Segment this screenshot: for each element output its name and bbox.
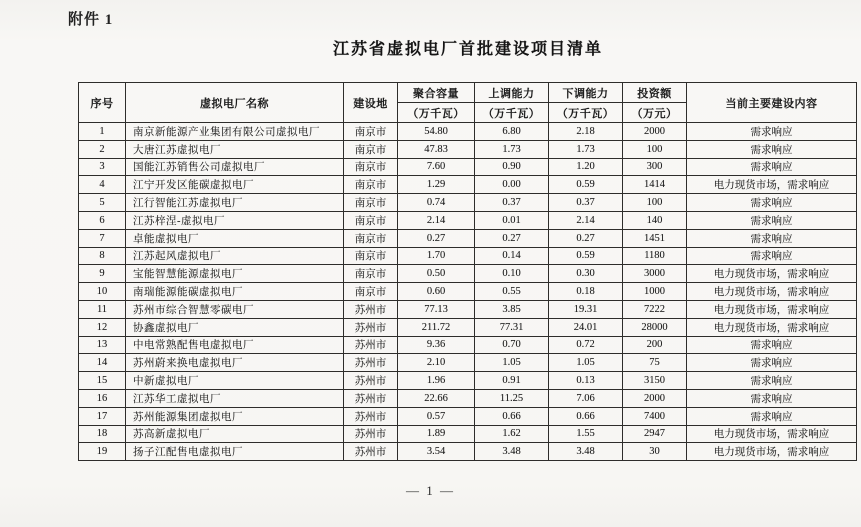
table-row xyxy=(79,300,857,318)
plant-name: 苏州能源集团虚拟电厂 xyxy=(126,407,344,425)
down-capability-value: 0.59 xyxy=(549,176,623,194)
capacity-value: 1.96 xyxy=(398,372,475,390)
up-capability-value: 11.25 xyxy=(475,389,549,407)
location: 苏州市 xyxy=(344,318,398,336)
col-header-down-capability: 下调能力 xyxy=(549,83,623,103)
down-capability-value: 19.31 xyxy=(549,300,623,318)
construction-content: 需求响应 xyxy=(687,140,857,158)
table-row xyxy=(79,336,857,354)
construction-content: 需求响应 xyxy=(687,407,857,425)
location: 南京市 xyxy=(344,194,398,212)
capacity-value: 1.89 xyxy=(398,425,475,443)
row-index: 15 xyxy=(79,372,126,390)
capacity-value: 211.72 xyxy=(398,318,475,336)
plant-name: 江苏梓涅-虚拟电厂 xyxy=(126,211,344,229)
up-capability-value: 0.10 xyxy=(475,265,549,283)
up-capability-value: 0.01 xyxy=(475,211,549,229)
down-capability-value: 0.66 xyxy=(549,407,623,425)
construction-content: 需求响应 xyxy=(687,247,857,265)
col-unit-up-capability: （万千瓦） xyxy=(475,103,549,123)
table-row xyxy=(79,229,857,247)
row-index: 11 xyxy=(79,300,126,318)
down-capability-value: 0.37 xyxy=(549,194,623,212)
row-index: 4 xyxy=(79,176,126,194)
construction-content: 需求响应 xyxy=(687,336,857,354)
up-capability-value: 3.85 xyxy=(475,300,549,318)
plant-name: 江宁开发区能碳虚拟电厂 xyxy=(126,176,344,194)
col-unit-capacity: （万千瓦） xyxy=(398,103,475,123)
location: 苏州市 xyxy=(344,407,398,425)
table-row xyxy=(79,372,857,390)
investment-value: 28000 xyxy=(623,318,687,336)
plant-name: 南瑞能源能碳虚拟电厂 xyxy=(126,283,344,301)
down-capability-value: 1.73 xyxy=(549,140,623,158)
up-capability-value: 6.80 xyxy=(475,123,549,141)
table-row xyxy=(79,211,857,229)
up-capability-value: 0.37 xyxy=(475,194,549,212)
location: 南京市 xyxy=(344,123,398,141)
construction-content: 电力现货市场，需求响应 xyxy=(687,425,857,443)
row-index: 17 xyxy=(79,407,126,425)
plant-name: 卓能虚拟电厂 xyxy=(126,229,344,247)
up-capability-value: 0.00 xyxy=(475,176,549,194)
location: 南京市 xyxy=(344,229,398,247)
down-capability-value: 1.05 xyxy=(549,354,623,372)
capacity-value: 2.14 xyxy=(398,211,475,229)
row-index: 10 xyxy=(79,283,126,301)
investment-value: 75 xyxy=(623,354,687,372)
up-capability-value: 0.90 xyxy=(475,158,549,176)
construction-content: 电力现货市场，需求响应 xyxy=(687,443,857,461)
down-capability-value: 1.20 xyxy=(549,158,623,176)
table-row xyxy=(79,158,857,176)
location: 苏州市 xyxy=(344,372,398,390)
capacity-value: 54.80 xyxy=(398,123,475,141)
down-capability-value: 3.48 xyxy=(549,443,623,461)
construction-content: 需求响应 xyxy=(687,229,857,247)
plant-name: 协鑫虚拟电厂 xyxy=(126,318,344,336)
capacity-value: 1.70 xyxy=(398,247,475,265)
construction-content: 电力现货市场，需求响应 xyxy=(687,176,857,194)
location: 南京市 xyxy=(344,158,398,176)
row-index: 9 xyxy=(79,265,126,283)
investment-value: 100 xyxy=(623,194,687,212)
capacity-value: 22.66 xyxy=(398,389,475,407)
plant-name: 苏高新虚拟电厂 xyxy=(126,425,344,443)
investment-value: 1451 xyxy=(623,229,687,247)
plant-name: 江苏华工虚拟电厂 xyxy=(126,389,344,407)
capacity-value: 0.57 xyxy=(398,407,475,425)
col-unit-down-capability: （万千瓦） xyxy=(549,103,623,123)
capacity-value: 0.27 xyxy=(398,229,475,247)
up-capability-value: 1.73 xyxy=(475,140,549,158)
plant-name: 大唐江苏虚拟电厂 xyxy=(126,140,344,158)
col-unit-investment: （万元） xyxy=(623,103,687,123)
down-capability-value: 7.06 xyxy=(549,389,623,407)
investment-value: 140 xyxy=(623,211,687,229)
location: 南京市 xyxy=(344,176,398,194)
down-capability-value: 0.30 xyxy=(549,265,623,283)
investment-value: 300 xyxy=(623,158,687,176)
table-row xyxy=(79,123,857,141)
plant-name: 苏州蔚来换电虚拟电厂 xyxy=(126,354,344,372)
investment-value: 7222 xyxy=(623,300,687,318)
col-header-capacity: 聚合容量 xyxy=(398,83,475,103)
row-index: 1 xyxy=(79,123,126,141)
up-capability-value: 77.31 xyxy=(475,318,549,336)
capacity-value: 2.10 xyxy=(398,354,475,372)
location: 南京市 xyxy=(344,211,398,229)
location: 苏州市 xyxy=(344,354,398,372)
col-header-index: 序号 xyxy=(79,83,126,123)
project-table xyxy=(78,82,857,461)
capacity-value: 77.13 xyxy=(398,300,475,318)
investment-value: 2000 xyxy=(623,389,687,407)
investment-value: 7400 xyxy=(623,407,687,425)
up-capability-value: 1.05 xyxy=(475,354,549,372)
down-capability-value: 0.72 xyxy=(549,336,623,354)
up-capability-value: 3.48 xyxy=(475,443,549,461)
col-header-up-capability: 上调能力 xyxy=(475,83,549,103)
col-header-content: 当前主要建设内容 xyxy=(687,83,857,123)
row-index: 12 xyxy=(79,318,126,336)
plant-name: 宝能智慧能源虚拟电厂 xyxy=(126,265,344,283)
up-capability-value: 0.66 xyxy=(475,407,549,425)
construction-content: 需求响应 xyxy=(687,389,857,407)
table-row xyxy=(79,318,857,336)
header-row-top xyxy=(79,83,857,103)
plant-name: 南京新能源产业集团有限公司虚拟电厂 xyxy=(126,123,344,141)
location: 苏州市 xyxy=(344,425,398,443)
construction-content: 需求响应 xyxy=(687,194,857,212)
table-row xyxy=(79,443,857,461)
construction-content: 需求响应 xyxy=(687,211,857,229)
construction-content: 电力现货市场，需求响应 xyxy=(687,300,857,318)
row-index: 3 xyxy=(79,158,126,176)
down-capability-value: 0.13 xyxy=(549,372,623,390)
plant-name: 江苏起风虚拟电厂 xyxy=(126,247,344,265)
table-row xyxy=(79,194,857,212)
capacity-value: 1.29 xyxy=(398,176,475,194)
up-capability-value: 1.62 xyxy=(475,425,549,443)
plant-name: 中电常熟配售电虚拟电厂 xyxy=(126,336,344,354)
up-capability-value: 0.91 xyxy=(475,372,549,390)
table-body xyxy=(79,123,857,461)
up-capability-value: 0.70 xyxy=(475,336,549,354)
col-header-plant-name: 虚拟电厂名称 xyxy=(126,83,344,123)
location: 苏州市 xyxy=(344,443,398,461)
row-index: 7 xyxy=(79,229,126,247)
capacity-value: 0.60 xyxy=(398,283,475,301)
construction-content: 需求响应 xyxy=(687,354,857,372)
table-row xyxy=(79,283,857,301)
capacity-value: 47.83 xyxy=(398,140,475,158)
investment-value: 200 xyxy=(623,336,687,354)
row-index: 5 xyxy=(79,194,126,212)
document-title: 江苏省虚拟电厂首批建设项目清单 xyxy=(332,41,603,58)
capacity-value: 7.60 xyxy=(398,158,475,176)
row-index: 6 xyxy=(79,211,126,229)
construction-content: 需求响应 xyxy=(687,372,857,390)
plant-name: 国能江苏销售公司虚拟电厂 xyxy=(126,158,344,176)
table-header xyxy=(79,83,857,123)
down-capability-value: 0.59 xyxy=(549,247,623,265)
location: 苏州市 xyxy=(344,300,398,318)
down-capability-value: 0.18 xyxy=(549,283,623,301)
col-header-location: 建设地 xyxy=(344,83,398,123)
table-row xyxy=(79,425,857,443)
investment-value: 30 xyxy=(623,443,687,461)
up-capability-value: 0.27 xyxy=(475,229,549,247)
location: 南京市 xyxy=(344,265,398,283)
plant-name: 苏州市综合智慧零碳电厂 xyxy=(126,300,344,318)
construction-content: 电力现货市场，需求响应 xyxy=(687,265,857,283)
plant-name: 扬子江配售电虚拟电厂 xyxy=(126,443,344,461)
up-capability-value: 0.14 xyxy=(475,247,549,265)
row-index: 19 xyxy=(79,443,126,461)
col-header-investment: 投资额 xyxy=(623,83,687,103)
investment-value: 1000 xyxy=(623,283,687,301)
down-capability-value: 2.18 xyxy=(549,123,623,141)
row-index: 8 xyxy=(79,247,126,265)
row-index: 2 xyxy=(79,140,126,158)
down-capability-value: 0.27 xyxy=(549,229,623,247)
plant-name: 江行智能江苏虚拟电厂 xyxy=(126,194,344,212)
table-row xyxy=(79,389,857,407)
table-row xyxy=(79,407,857,425)
investment-value: 1414 xyxy=(623,176,687,194)
down-capability-value: 24.01 xyxy=(549,318,623,336)
construction-content: 需求响应 xyxy=(687,123,857,141)
capacity-value: 9.36 xyxy=(398,336,475,354)
investment-value: 3150 xyxy=(623,372,687,390)
location: 南京市 xyxy=(344,283,398,301)
construction-content: 需求响应 xyxy=(687,158,857,176)
location: 南京市 xyxy=(344,247,398,265)
capacity-value: 0.74 xyxy=(398,194,475,212)
investment-value: 1180 xyxy=(623,247,687,265)
location: 苏州市 xyxy=(344,336,398,354)
location: 南京市 xyxy=(344,140,398,158)
page-number: — 1 — xyxy=(406,483,455,498)
table-row xyxy=(79,354,857,372)
capacity-value: 3.54 xyxy=(398,443,475,461)
investment-value: 2947 xyxy=(623,425,687,443)
location: 苏州市 xyxy=(344,389,398,407)
attachment-label: 附件 1 xyxy=(68,12,114,28)
row-index: 14 xyxy=(79,354,126,372)
plant-name: 中新虚拟电厂 xyxy=(126,372,344,390)
row-index: 18 xyxy=(79,425,126,443)
table-row xyxy=(79,265,857,283)
row-index: 16 xyxy=(79,389,126,407)
row-index: 13 xyxy=(79,336,126,354)
table-row xyxy=(79,176,857,194)
down-capability-value: 2.14 xyxy=(549,211,623,229)
investment-value: 3000 xyxy=(623,265,687,283)
investment-value: 2000 xyxy=(623,123,687,141)
investment-value: 100 xyxy=(623,140,687,158)
table-row xyxy=(79,140,857,158)
down-capability-value: 1.55 xyxy=(549,425,623,443)
up-capability-value: 0.55 xyxy=(475,283,549,301)
table-row xyxy=(79,247,857,265)
construction-content: 电力现货市场，需求响应 xyxy=(687,318,857,336)
capacity-value: 0.50 xyxy=(398,265,475,283)
construction-content: 电力现货市场，需求响应 xyxy=(687,283,857,301)
